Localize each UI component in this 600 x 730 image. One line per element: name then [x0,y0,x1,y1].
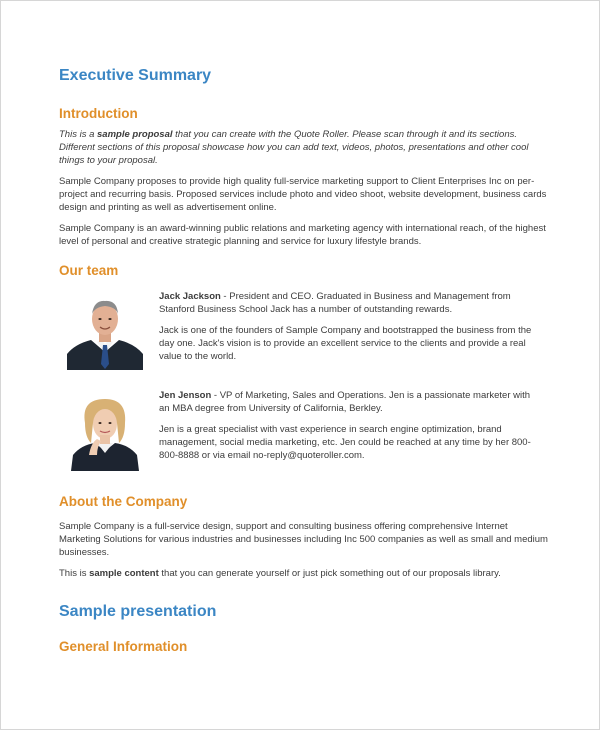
presentation-title: Sample presentation [59,603,217,620]
jen-photo [67,393,143,471]
jack-intro: Jack Jackson - President and CEO. Graduated in Business and Management from Stanford Business School Jack has a number of outstanding rewards. [159,291,511,315]
page-title: Executive Summary [59,67,212,84]
intro-paragraph-1: This is a sample proposal that you can create with the Quote Roller. Please scan through it and its sections. Different sections of this proposal showcase how you can add text, videos, photos, presentations and other cool things to your proposal. [59,129,529,166]
man-portrait-icon [67,292,143,370]
woman-portrait-icon [67,393,143,471]
jen-text [159,389,539,462]
general-information-heading: General Information [59,639,188,654]
team-member-jen [59,389,549,493]
introduction-heading: Introduction [59,106,138,121]
jen-intro: Jen Jenson - VP of Marketing, Sales and Operations. Jen is a passionate marketer with an MBA degree from University of California, Berkley. [159,390,531,414]
jack-photo [67,292,143,370]
about-paragraph-1: Sample Company is a full-service design, support and consulting business offering comprehensive Internet Marketing Solutions for various industries and businesses including Inc 500 companies as well as small and medium businesses. [59,521,548,558]
about-heading: About the Company [59,494,188,509]
jack-name: Jack Jackson [159,291,221,302]
intro-paragraph-2: Sample Company proposes to provide high quality full-service marketing support to Client Enterprises Inc on per-project and recurring basis. Proposed services include photo and video shoot, website development, business cards design and printing as well as advertisement online. [59,176,547,213]
team-member-jack [59,290,549,388]
jack-text [159,290,539,363]
document-content [59,65,549,673]
cut-off-text-line [59,667,549,673]
intro-paragraph-3: Sample Company is an award-winning public relations and marketing agency with international reach, of the highest level of personal and creative strategic planning and service for luxury lifestyle brands. [59,223,546,247]
about-paragraph-2: This is sample content that you can generate yourself or just pick something out of our proposals library. [59,568,501,579]
jack-bio: Jack is one of the founders of Sample Company and bootstrapped the business from the day one. Jack's vision is to provide an excellent service to the clients and provide a real value to the world. [159,325,532,362]
jen-bio: Jen is a great specialist with vast experience in search engine optimization, brand management, social media marketing, etc. Jen could be reached at any time by her 800-800-8888 or via email no-reply@quoteroller.com. [159,424,531,461]
team-heading: Our team [59,263,119,278]
jen-name: Jen Jenson [159,390,212,401]
